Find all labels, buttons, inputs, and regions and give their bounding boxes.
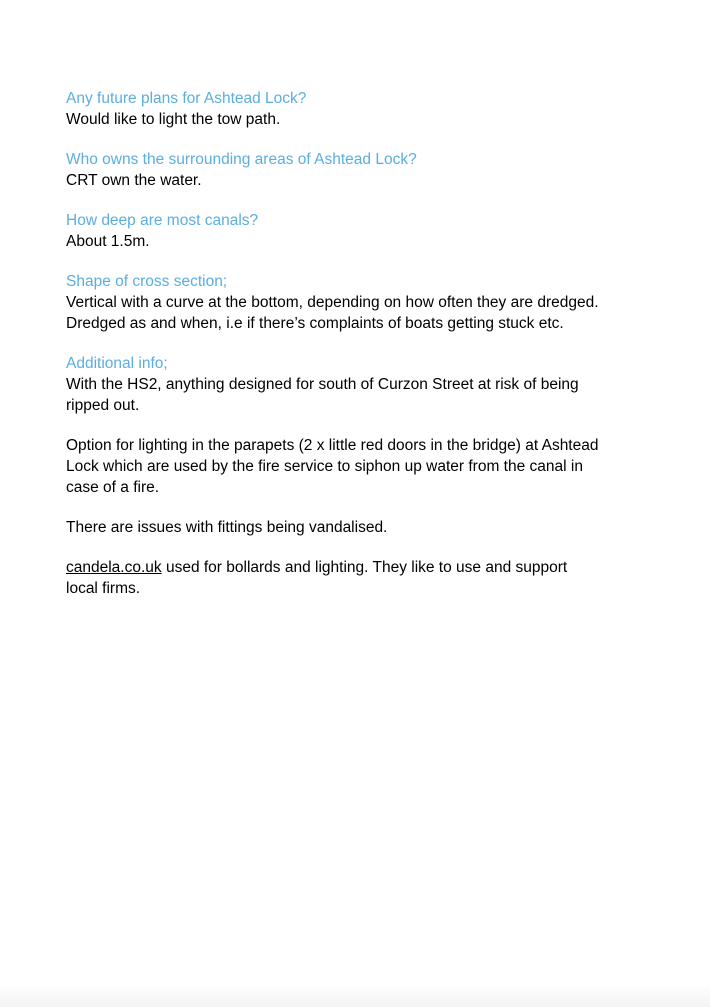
page-bottom-shadow [0,985,710,1007]
qa-block-cross-section [66,271,666,334]
paragraph-line: There are issues with fittings being vandalised. [66,519,388,536]
question-heading: Shape of cross section; [66,273,228,290]
qa-block-additional-info [66,353,666,416]
supplier-text: used for bollards and lighting. They like to use and support [161,559,568,576]
answer-line: Vertical with a curve at the bottom, depending on how often they are dredged. [66,294,599,311]
qa-block-future-plans [66,88,666,130]
paragraph-line: Option for lighting in the parapets (2 x little red doors in the bridge) at Ashtead [66,437,599,454]
question-heading: Who owns the surrounding areas of Ashtead Lock? [66,151,417,168]
question-heading: Any future plans for Ashtead Lock? [66,90,307,107]
question-heading: How deep are most canals? [66,212,259,229]
answer-line: CRT own the water. [66,172,202,189]
qa-block-depth [66,210,666,252]
paragraph-line [66,557,666,578]
paragraph-supplier [66,557,666,599]
answer-line: ripped out. [66,397,140,414]
paragraph-line: Lock which are used by the fire service to siphon up water from the canal in [66,458,583,475]
qa-block-ownership [66,149,666,191]
paragraph-line: case of a fire. [66,479,160,496]
answer-line: Would like to light the tow path. [66,111,281,128]
question-heading: Additional info; [66,355,168,372]
answer-line: About 1.5m. [66,233,150,250]
document-content [66,88,666,618]
paragraph-lighting-option [66,435,666,498]
paragraph-vandalism [66,517,666,538]
candela-link[interactable]: candela.co.uk [66,559,162,576]
answer-line: With the HS2, anything designed for south of Curzon Street at risk of being [66,376,579,393]
paragraph-line: local firms. [66,580,141,597]
answer-line: Dredged as and when, i.e if there’s complaints of boats getting stuck etc. [66,315,564,332]
